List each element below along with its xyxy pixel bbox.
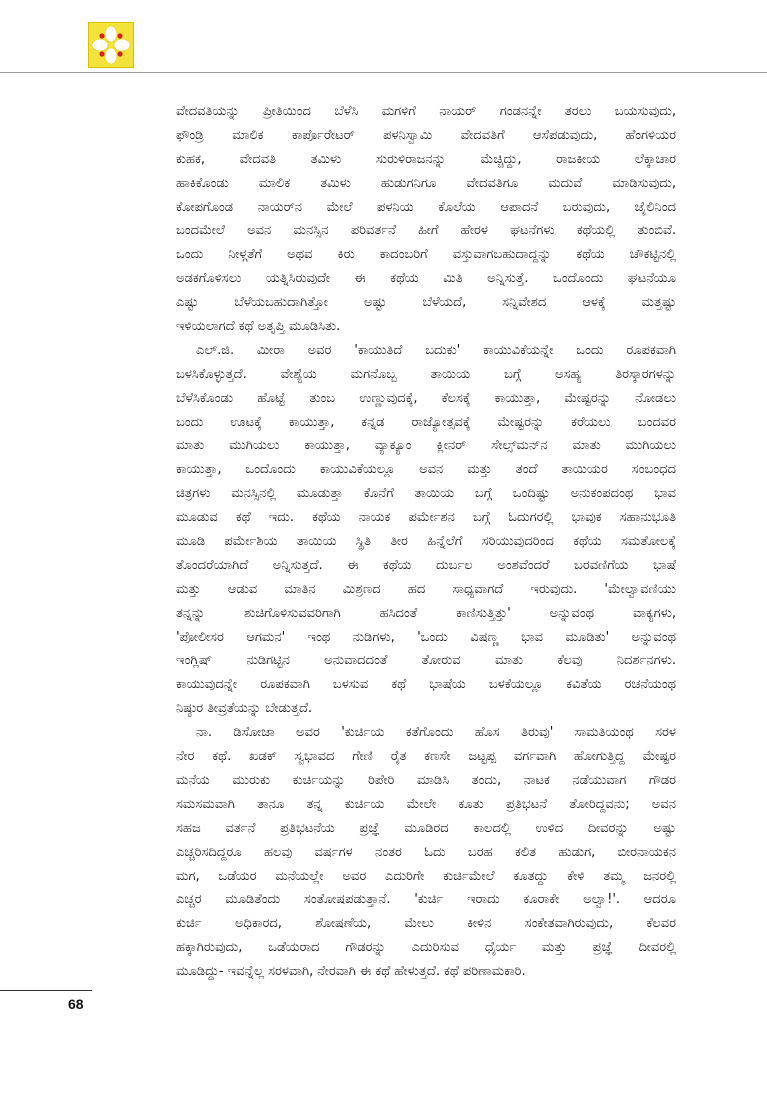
footer-divider	[0, 990, 92, 991]
text-line: ತೊಂದರೆಯಾಗಿದೆ ಅನ್ನಿಸುತ್ತದೆ. ಈ ಕಥೆಯ ದುರ್ಬಲ ಅಂಶವೆಂದರೆ ಬರವಣಿಗೆಯ ಭಾಷೆ	[176, 557, 676, 573]
text-line: ಮನೆಯ ಮುರುಕು ಕುರ್ಚಿಯನ್ನು ರಿಪೇರಿ ಮಾಡಿಸಿ ತಂದು, ನಾಟಕ ನಡೆಯುವಾಗ ಗೌಡರ	[176, 772, 676, 788]
paragraph-start: ಎಲ್.ಜಿ. ಮೀರಾ ಅವರ 'ಕಾಯುತಿದೆ ಬದುಕು' ಕಾಯುವಿಕೆಯನ್ನೇ ಒಂದು ರೂಪಕವಾಗಿ	[196, 342, 676, 358]
text-line: ಮೂಡಿದ್ದು- ಇವನ್ನೆಲ್ಲ ಸರಳವಾಗಿ, ನೇರವಾಗಿ ಈ ಕಥೆ ಹೇಳುತ್ತದೆ. ಕಥೆ ಪರಿಣಾಮಕಾರಿ.	[176, 964, 526, 980]
text-line: ಕೋಪಗೊಂಡ ನಾಯರ್‌ನ ಮೇಲೆ ಪಳನಿಯ ಕೊಲೆಯ ಆಪಾದನೆ ಬರುವುದು, ಜೈಲಿನಿಂದ	[176, 199, 676, 215]
text-line: ಮೂಡಿ ಪರ್ಮೇಶಿಯ ತಾಯಿಯ ಸ್ಥಿತಿ ತೀರ ಹಿನ್ನೆಲೆಗೆ ಸರಿಯುವುದರಿಂದ ಕಥೆಯ ಸಮತೋಲಕ್ಕೆ	[176, 534, 676, 550]
text-line: ಬಂದು ಊಟಕ್ಕೆ ಕಾಯುತ್ತಾ, ಕನ್ನಡ ರಾಜ್ಯೋತ್ಸವಕ್ಕೆ ಮೇಷ್ಟರನ್ನು ಕರೆಯಲು ಬಂದವರ	[176, 414, 676, 430]
text-line: ಬಂದಮೇಲೆ ಅವನ ಮನಸ್ಸಿನ ಪರಿವರ್ತನೆ ಹೀಗೆ ಹೇರಳ ಘಟನೆಗಳು ಕಥೆಯಲ್ಲಿ ತುಂಬಿವೆ.	[176, 223, 676, 239]
text-line: ಸಮಸಮವಾಗಿ ತಾನೂ ತನ್ನ ಕುರ್ಚಿಯ ಮೇಲೇ ಕೂತು ಪ್ರತಿಭಟನೆ ತೋರಿದ್ದವನು; ಅವನ	[176, 796, 676, 812]
header-divider	[0, 72, 767, 73]
text-line: ಮಾತು ಮುಗಿಯಲು ಕಾಯುತ್ತಾ, ವ್ಯಾಕ್ಯೂಂ ಕ್ಲೀನರ್ ಸೇಲ್ಸ್‌ಮನ್‌ನ ಮಾತು ಮುಗಿಯಲು	[176, 438, 676, 454]
text-line: ಎಷ್ಟು ಬೆಳೆಯಬಹುದಾಗಿತ್ತೋ ಅಷ್ಟು ಬೆಳೆಯದೆ, ಸನ್ನಿವೇಶದ ಆಳಕ್ಕೆ ಮತ್ತಷ್ಟು	[176, 295, 676, 311]
text-line: ಮತ್ತು ಆಡುವ ಮಾತಿನ ಮಿಶ್ರಣದ ಹದ ಸಾಧ್ಯವಾಗದೆ ಇರುವುದು. 'ಮೇಲ್ವಾವಣಿಯು	[176, 581, 676, 597]
paragraph-start: ನಾ. ಡಿಸೋಜಾ ಅವರ 'ಕುರ್ಚಿಯ ಕತೆಗೊಂದು ಹೊಸ ತಿರುವು' ಸಾಮತಿಯಂಥ ಸರಳ	[196, 725, 676, 741]
text-line: ಸಹಜ ವರ್ತನೆ ಪ್ರತಿಭಟನೆಯ ಪ್ರಜ್ಞೆ ಮೂಡಿರದ ಕಾಲದಲ್ಲಿ ಉಳಿದ ದೀವರನ್ನು ಅಷ್ಟು	[176, 820, 676, 836]
text-line: ಹಾಕಿಕೊಂಡು ಮಾಲಿಕ ತಮಿಳು ಹುಡುಗನಿಗೂ ವೇದವತಿಗೂ ಮದುವೆ ಮಾಡಿಸುವುದು,	[176, 175, 676, 191]
text-line: ಹಕ್ಕಾಗಿರುವುದು, ಒಡೆಯರಾದ ಗೌಡರನ್ನು ಎದುರಿಸುವ ಧೈರ್ಯ ಮತ್ತು ಪ್ರಜ್ಞೆ ದೀವರಲ್ಲಿ	[176, 940, 676, 956]
text-line: ವೇದವತಿಯನ್ನು ಪ್ರೀತಿಯಿಂದ ಬೆಳೆಸಿ ಮಗಳಿಗೆ ನಾಯರ್ ಗಂಡನನ್ನೇ ತರಲು ಬಯಸುವುದು,	[176, 104, 676, 119]
text-line: ಇಳಿಯಲಾಗದೆ ಕಥೆ ಅತೃಪ್ತಿ ಮೂಡಿಸಿತು.	[176, 319, 341, 335]
text-line: ಕಾಯುತ್ತಾ, ಒಂದೊಂದು ಕಾಯುವಿಕೆಯಲ್ಲೂ ಅವನ ಮತ್ತು ತಂದೆ ತಾಯಿಯರ ಸಂಬಂಧದ	[176, 462, 676, 478]
text-line: ಅಡಕಗೊಳಿಸಲು ಯತ್ನಿಸಿರುವುದೇ ಈ ಕಥೆಯ ಮಿತಿ ಅನ್ನಿಸುತ್ತೆ. ಒಂದೊಂದು ಘಟನೆಯೂ	[176, 271, 676, 287]
text-line: ನಿಷ್ಠುರ ತೀವ್ರತೆಯನ್ನು ಬೇಡುತ್ತದೆ.	[176, 701, 312, 717]
text-line: ಎಚ್ಚರ ಮೂಡಿತೆಂದು ಸಂತೋಷಪಡುತ್ತಾನೆ. 'ಕುರ್ಚಿ ಇರಾದು ಕೂರಾಕೇ ಅಲ್ವಾ!'. ಆದರೂ	[176, 892, 676, 908]
page-number: 68	[68, 996, 84, 1012]
text-line: ನೇರ ಕಥೆ. ಖಡಕ್ ಸ್ವಭಾವದ ಗೇಣಿ ರೈತ ಕಣಸೇ ಜಟ್ಟಪ್ಪ ವರ್ಗವಾಗಿ ಹೋಗುತ್ತಿದ್ದ ಮೇಷ್ಟರ	[176, 749, 676, 765]
text-line: ಕಾಯುವುದನ್ನೇ ರೂಪಕವಾಗಿ ಬಳಸುವ ಕಥೆ ಭಾಷೆಯ ಬಳಕೆಯಲ್ಲೂ ಕವಿತೆಯ ರಚನೆಯಂಥ	[176, 677, 676, 693]
flower-icon	[89, 23, 133, 67]
publisher-logo	[88, 22, 134, 68]
text-line: ತನ್ನನ್ನು ಶುಚಿಗೊಳಿಸುವವರಿಗಾಗಿ ಹಸಿದಂತೆ ಕಾಣಿಸುತ್ತಿತ್ತು' ಅನ್ನುವಂಥ ವಾಕ್ಯಗಳು,	[176, 605, 676, 621]
text-line: ಕುಹಕ, ವೇದವತಿ ತಮಿಳು ಸುರುಳಿರಾಜನನ್ನು ಮೆಚ್ಚಿದ್ದು, ರಾಜಕೀಯ ಲೆಕ್ಕಾಚಾರ	[176, 151, 676, 167]
text-line: ಒಂದು ನೀಳ್ಗತೆಗೆ ಅಥವ ಕಿರು ಕಾದಂಬರಿಗೆ ವಸ್ತುವಾಗಬಹುದಾದ್ದನ್ನು ಕಥೆಯ ಚೌಕಟ್ಟಿನಲ್ಲಿ	[176, 247, 676, 263]
text-line: ಮೂಡುವ ಕಥೆ ಇದು. ಕಥೆಯ ನಾಯಕ ಪರ್ಮೇಶನ ಬಗ್ಗೆ ಓದುಗರಲ್ಲಿ ಭಾವುಕ ಸಹಾನುಭೂತಿ	[176, 510, 676, 526]
text-line: ಬಳಸಿಕೊಳ್ಳುತ್ತದೆ. ವೇಶ್ಯೆಯ ಮಗನೊಬ್ಬ ತಾಯಿಯ ಬಗ್ಗೆ ಅಸಹ್ಯ ತಿರಸ್ಕಾರಗಳನ್ನು	[176, 366, 676, 382]
text-line: ಮಗ, ಒಡೆಯರ ಮನೆಯಲ್ಲೇ ಅವರ ಎದುರಿಗೇ ಕುರ್ಚಿಮೇಲೆ ಕೂತದ್ದು ಕೇಳಿ ತಮ್ಮ ಜನರಲ್ಲಿ	[176, 868, 676, 884]
text-line: ಎಚ್ಚರಿಸದಿದ್ದರೂ ಹಲವು ವರ್ಷಗಳ ನಂತರ ಓದು ಬರಹ ಕಲಿತ ಹುಡುಗ, ಬೀರನಾಯಕನ	[176, 844, 676, 860]
text-line: 'ಪೋಲೀಸರ ಆಗಮನ' ಇಂಥ ನುಡಿಗಳು, 'ಒಂದು ವಿಷಣ್ಣ ಭಾವ ಮೂಡಿತು' ಅನ್ನುವಂಥ	[176, 629, 676, 645]
text-line: ಚಿತ್ರಗಳು ಮನಸ್ಸಿನಲ್ಲಿ ಮೂಡುತ್ತಾ ಕೊನೆಗೆ ತಾಯಿಯ ಬಗ್ಗೆ ಒಂದಿಷ್ಟು ಅನುಕಂಪದಂಥ ಭಾವ	[176, 486, 676, 502]
text-line: ಕುರ್ಚಿ ಅಧಿಕಾರದ, ಶೋಷಣೆಯ, ಮೇಲು ಕೀಳಿನ ಸಂಕೇತವಾಗಿರುವುದು, ಕೆಲವರ	[176, 916, 676, 932]
body-text	[176, 100, 676, 984]
text-line: ಇಂಗ್ಲಿಷ್ ನುಡಿಗಟ್ಟಿನ ಅನುವಾದದಂತೆ ತೋರುವ ಮಾತು ಕೆಲವು ನಿದರ್ಶನಗಳು.	[176, 653, 676, 669]
text-line: ಬೆಳೆಸಿಕೊಂಡು ಹೊಟ್ಟೆ ತುಂಬ ಉಣ್ಣುವುದಕ್ಕೆ, ಕೆಲಸಕ್ಕೆ ಕಾಯುತ್ತಾ, ಮೇಷ್ಟರನ್ನು ನೋಡಲು	[176, 390, 676, 406]
text-line: ಫೌಂಡ್ರಿ ಮಾಲಿಕ ಕಾರ್ಪೊರೇಟರ್ ಪಳನಿಸ್ವಾಮಿ ವೇದವತಿಗೆ ಆಸೆಪಡುವುದು, ಹೆಂಗಳಿಯರ	[176, 127, 676, 143]
